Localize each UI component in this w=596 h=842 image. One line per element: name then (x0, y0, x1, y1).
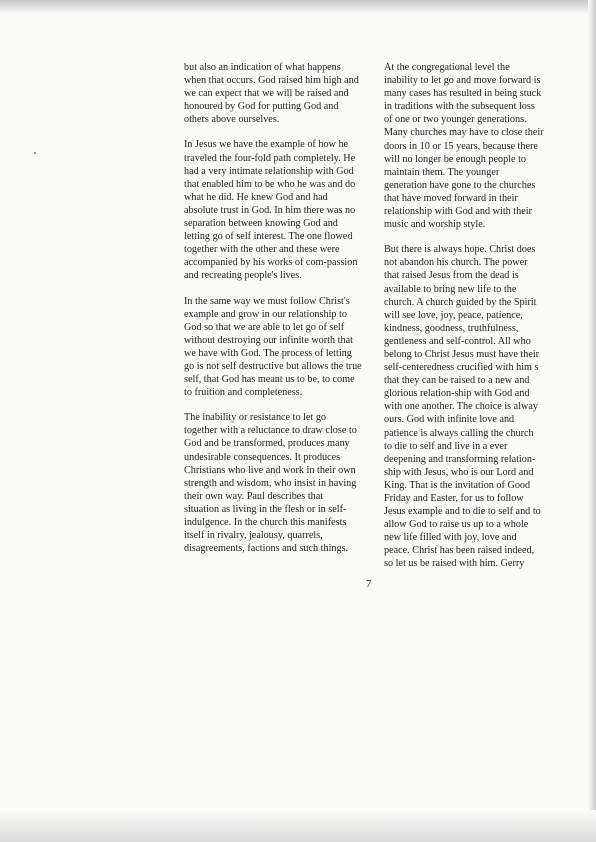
scan-speck (34, 152, 36, 154)
text-line: will see love, joy, peace, patience, (384, 309, 523, 321)
text-line: generation have gone to the churches (384, 179, 536, 191)
text-line: music and worship style. (384, 219, 486, 231)
text-line: gentleness and self-control. All who (384, 335, 531, 347)
text-line: of one or two younger generations. (384, 114, 527, 126)
text-line: Christians who live and work in their own (184, 464, 356, 476)
text-line: without destroying our infinite worth that (184, 334, 353, 346)
text-line: church. A church guided by the Spirit (384, 296, 537, 308)
text-line: many cases has resulted in being stuck (384, 88, 542, 100)
text-line: At the congregational level the (384, 62, 510, 73)
text-line: ship with Jesus, who is our Lord and (384, 466, 534, 478)
paragraph (184, 61, 376, 126)
text-line: belong to Christ Jesus must have their (384, 348, 540, 360)
text-line: self, that God has meant us to be, to come (184, 374, 355, 386)
paragraph (384, 243, 584, 570)
text-line: situation as living in the flesh or in self- (184, 503, 347, 515)
paragraph (384, 61, 584, 231)
text-line: Friday and Easter, for us to follow (384, 493, 524, 504)
text-line: itself in rivalry, jealousy, quarrels, (184, 530, 323, 542)
text-line: that raised Jesus from the dead is (384, 270, 519, 282)
page-number: 7 (366, 578, 372, 590)
text-line: separation between knowing God and (184, 218, 338, 230)
text-line: others above ourselves. (184, 114, 280, 126)
text-line: we have with God. The process of letting (184, 347, 352, 359)
text-line: glorious relation-ship with God and (384, 388, 530, 400)
text-line: letting go of self interest. The one flowed (184, 231, 353, 243)
text-line: strength and wisdom, who insist in having (184, 477, 357, 489)
text-line: deepening and transforming relation- (384, 453, 536, 465)
text-line: peace. Christ has been raised indeed, (384, 545, 535, 557)
text-line: The inability or resistance to let go (184, 412, 327, 424)
text-line: in traditions with the subsequent loss (384, 101, 535, 113)
text-line: ours. God with infinite love and (384, 414, 515, 426)
text-line: indulgence. In the church this manifests (184, 517, 347, 528)
text-line: kindness, goodness, truthfulness, (384, 322, 519, 334)
text-line: patience is always calling the church (384, 427, 534, 439)
text-line: new life filled with joy, love and (384, 532, 517, 544)
text-line: when that occurs. God raised him high and (184, 75, 359, 87)
text-line: together with a reluctance to draw close to (184, 425, 357, 437)
scan-bottom-edge (0, 810, 596, 842)
text-line: but also an indication of what happens (184, 62, 341, 73)
text-line: we can expect that we will be raised and (184, 88, 349, 100)
text-line: Jesus example and to die to self and to (384, 506, 541, 518)
text-line: Many churches may have to close their (384, 127, 544, 139)
text-line: to fruition and completeness. (184, 387, 303, 399)
text-line: undesirable consequences. It produces (184, 451, 341, 463)
text-line: and recreating people's lives. (184, 270, 302, 282)
text-line: what he did. He knew God and had (184, 191, 328, 203)
text-line: together with the other and these were (184, 244, 340, 256)
paragraph (184, 411, 376, 555)
text-line: accompanied by his works of com-passion (184, 257, 358, 269)
text-line: God and be transformed, produces many (184, 438, 350, 450)
text-line: King. That is the invitation of Good (384, 479, 531, 491)
text-line: that enabled him to be who he was and do (184, 178, 356, 190)
text-line: that they can be raised to a new and (384, 375, 530, 387)
text-line: to die to self and live in a ever (384, 440, 508, 452)
text-line: self-centeredness crucified with him s (384, 362, 539, 374)
scan-right-edge (588, 0, 596, 842)
text-line: will no longer be enough people to (384, 153, 527, 165)
text-line: allow God to raise us up to a whole (384, 519, 529, 531)
text-line: that have moved forward in their (384, 192, 518, 204)
text-line: In the same way we must follow Christ's (184, 295, 350, 307)
text-line: so let us be raised with him. Gerry (384, 558, 525, 570)
text-line: honoured by God for putting God and (184, 101, 339, 113)
text-line: absolute trust in God. In him there was no (184, 204, 356, 216)
right-column (384, 61, 584, 583)
text-line: inability to let go and move forward is (384, 75, 541, 87)
left-column (184, 61, 376, 567)
text-line: But there is always hope. Christ does (384, 244, 536, 256)
text-line: maintain them. The younger (384, 166, 500, 178)
text-line: go is not self destructive but allows the true (184, 360, 362, 372)
text-line: their own way. Paul describes that (184, 490, 324, 502)
text-line: had a very intimate relationship with God (184, 165, 354, 177)
text-line: doors in 10 or 15 years, because there (384, 140, 538, 152)
text-line: In Jesus we have the example of how he (184, 139, 349, 151)
text-line: not abandon his church. The power (384, 257, 528, 269)
text-line: relationship with God and with their (384, 206, 532, 218)
paragraph (184, 138, 376, 282)
scan-top-edge (0, 0, 596, 14)
text-line: disagreements, factions and such things. (184, 543, 349, 555)
paragraph (184, 295, 376, 400)
text-line: with one another. The choice is alway (384, 401, 538, 413)
text-line: God so that we are able to let go of self (184, 321, 345, 333)
text-line: available to bring new life to the (384, 283, 517, 295)
text-line: example and grow in our relationship to (184, 308, 347, 320)
text-line: traveled the four-fold path completely. He (184, 152, 356, 164)
